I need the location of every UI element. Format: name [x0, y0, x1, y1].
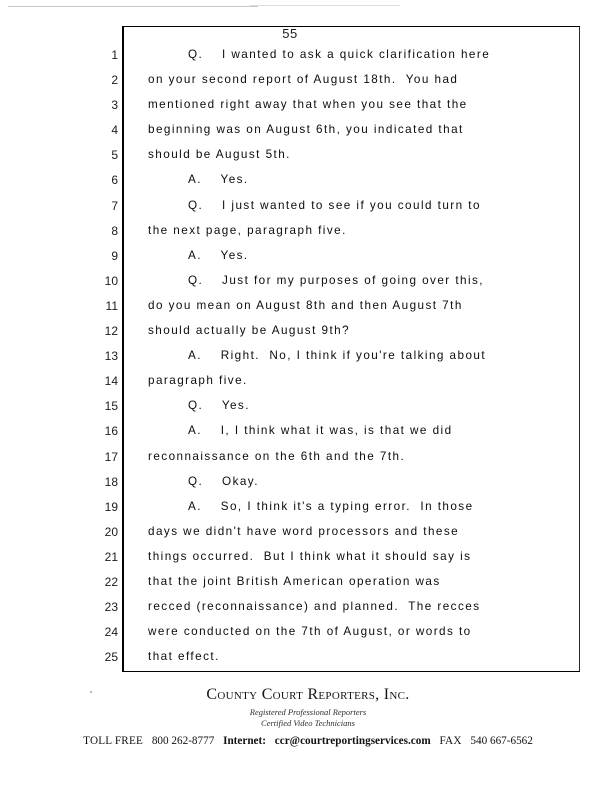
line-text: A. I, I think what it was, is that we did — [188, 424, 453, 438]
line-number: 17 — [104, 449, 118, 464]
transcript-line — [0, 648, 616, 673]
fax-number: 540 667-6562 — [470, 735, 533, 747]
line-number: 12 — [104, 324, 118, 339]
line-text: Q. I wanted to ask a quick clarification here — [188, 48, 491, 61]
line-text: that effect. — [148, 650, 220, 664]
firm-contact-line — [0, 735, 616, 747]
line-number: 4 — [111, 123, 118, 138]
internet-email[interactable]: ccr@courtreportingservices.com — [274, 735, 431, 747]
transcript-line — [0, 222, 616, 247]
transcript-line — [0, 372, 616, 397]
transcript-line — [0, 473, 616, 498]
line-number: 5 — [111, 148, 118, 163]
line-text: on your second report of August 18th. You had — [148, 73, 459, 87]
transcript-line — [0, 623, 616, 648]
transcript-line — [0, 171, 616, 196]
transcript-line — [0, 146, 616, 171]
line-number: 8 — [111, 223, 118, 238]
transcript-line — [0, 448, 616, 473]
line-number: 16 — [104, 424, 118, 439]
line-number: 6 — [111, 173, 118, 188]
line-number: 19 — [104, 499, 118, 514]
reporting-firm-name: County Court Reporters, Inc. — [206, 686, 410, 703]
line-number: 15 — [104, 399, 118, 414]
line-text: reconnaissance on the 6th and the 7th. — [148, 449, 406, 463]
transcript-line — [0, 322, 616, 347]
transcript-line — [0, 422, 616, 447]
line-text: recced (reconnaissance) and planned. The recces — [148, 600, 481, 614]
transcript-line — [0, 71, 616, 96]
transcript-line — [0, 523, 616, 548]
transcript-line — [0, 548, 616, 573]
transcript-line — [0, 46, 616, 71]
transcript-body — [0, 46, 616, 673]
line-text: days we didn't have word processors and these — [148, 524, 460, 538]
line-text: should be August 5th. — [148, 148, 291, 162]
line-number: 2 — [111, 73, 118, 88]
line-text: Q. Just for my purposes of going over this, — [188, 273, 485, 287]
line-number: 9 — [111, 248, 118, 263]
line-number: 11 — [105, 298, 118, 313]
line-number: 1 — [111, 48, 118, 62]
line-number: 21 — [104, 549, 118, 564]
transcript-line — [0, 96, 616, 121]
line-text: were conducted on the 7th of August, or words to — [148, 625, 472, 639]
internet-label: Internet: — [223, 735, 266, 747]
line-text: do you mean on August 8th and then August 7th — [148, 298, 463, 312]
line-text: mentioned right away that when you see that the — [148, 98, 468, 112]
line-text: should actually be August 9th? — [148, 324, 351, 338]
line-text: Q. Okay. — [188, 474, 259, 488]
line-text: beginning was on August 6th, you indicated that — [148, 123, 464, 137]
line-number: 3 — [111, 98, 118, 113]
toll-free-number: 800 262-8777 — [151, 735, 215, 747]
line-text: Q. I just wanted to see if you could turn to — [188, 198, 481, 212]
transcript-line — [0, 247, 616, 272]
page-number: 55 — [282, 26, 298, 41]
line-text: the next page, paragraph five. — [148, 223, 347, 237]
transcript-line — [0, 397, 616, 422]
line-text: A. So, I think it's a typing error. In those — [188, 499, 474, 513]
firm-credential-reporters: Registered Professional Reporters — [249, 707, 367, 717]
transcript-line — [0, 121, 616, 146]
line-text: that the joint British American operation was — [148, 574, 441, 588]
transcript-line — [0, 498, 616, 523]
transcript-line — [0, 573, 616, 598]
transcript-line — [0, 272, 616, 297]
line-number: 14 — [104, 374, 118, 389]
line-number: 20 — [104, 524, 118, 539]
line-text: paragraph five. — [148, 374, 248, 388]
transcript-line — [0, 197, 616, 222]
transcript-line — [0, 297, 616, 322]
line-number: 22 — [104, 574, 118, 589]
line-text: A. Yes. — [188, 173, 249, 187]
transcript-line — [0, 598, 616, 623]
fax-label: FAX — [439, 735, 462, 747]
line-number: 7 — [111, 198, 118, 213]
toll-free-label: TOLL FREE — [83, 735, 144, 747]
line-text: A. Right. No, I think if you're talking about — [188, 349, 487, 363]
line-number: 10 — [104, 273, 118, 288]
line-number: 24 — [104, 625, 118, 640]
line-text: A. Yes. — [188, 248, 249, 262]
line-number: 23 — [104, 600, 118, 615]
scan-artifact-streak — [8, 6, 258, 7]
line-text: things occurred. But I think what it should say is — [148, 549, 472, 563]
transcript-line — [0, 347, 616, 372]
line-text: Q. Yes. — [188, 399, 250, 413]
line-number: 18 — [104, 474, 118, 489]
firm-credentials — [0, 707, 616, 729]
line-number: 25 — [104, 650, 118, 665]
firm-credential-technicians: Certified Video Technicians — [261, 718, 355, 728]
scan-artifact-streak-secondary — [250, 5, 400, 6]
line-number: 13 — [104, 349, 118, 364]
page-footer — [0, 686, 616, 747]
